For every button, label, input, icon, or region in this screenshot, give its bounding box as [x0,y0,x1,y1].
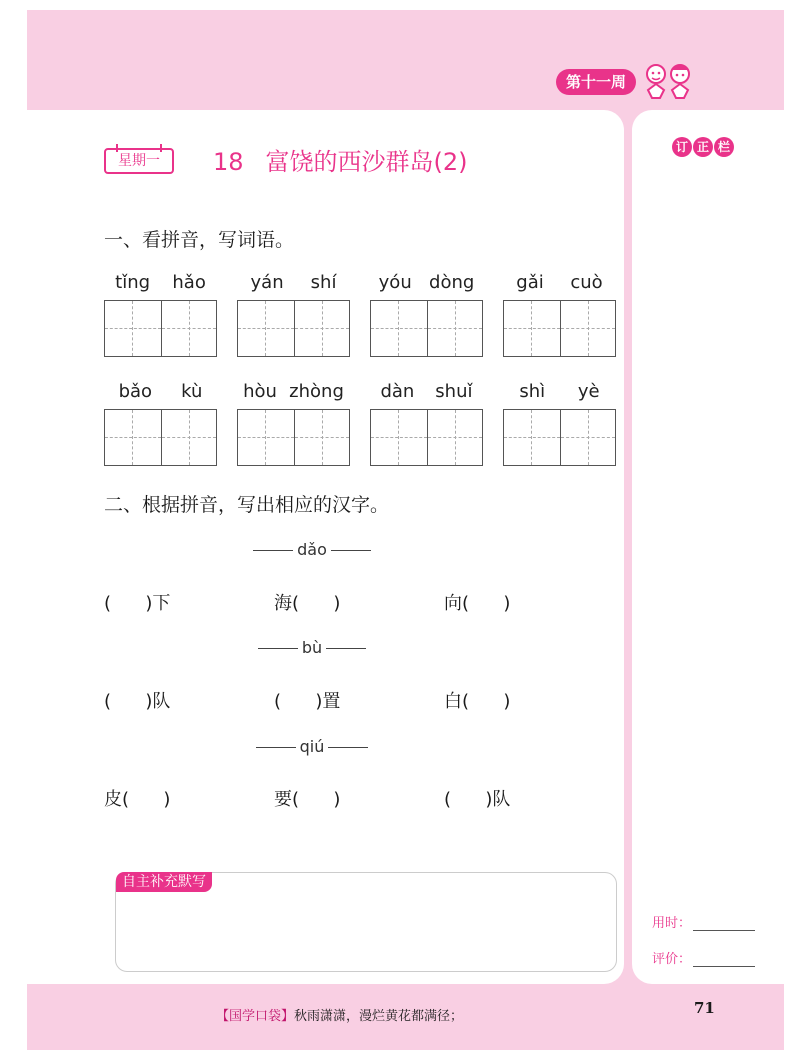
lesson-number: 18 [213,148,244,176]
tianzige-grid[interactable] [503,409,616,466]
lesson-title [213,142,468,177]
fill-blank-item[interactable]: 向( ) [444,593,511,614]
word-item [104,272,217,357]
section-1-title: 一、看拼音，写词语。 [104,229,295,251]
tianzige-grid[interactable] [237,300,350,357]
pinyin-text: yóu [378,272,412,293]
lesson-name: 富饶的西沙群岛(2) [265,148,468,176]
fill-blank-item[interactable]: ( )置 [274,691,341,712]
correction-char-1: 订 [672,137,692,157]
word-item [237,381,350,466]
footer-motto [216,1005,463,1024]
pinyin-text: hòu [243,381,277,402]
fill-blank-item[interactable]: 皮( ) [104,789,171,810]
footer-motto-text: 秋雨潇潇，漫烂黄花都满径； [294,1009,464,1024]
pinyin-text: shuǐ [435,381,473,402]
word-item [370,272,483,357]
word-item [370,381,483,466]
pinyin-text: gǎi [516,272,544,293]
fill-blank-item[interactable]: ( )队 [444,789,511,810]
tianzige-grid[interactable] [370,300,483,357]
tianzige-grid[interactable] [503,300,616,357]
supplement-label: 自主补充默写 [116,872,212,892]
tianzige-grid[interactable] [237,409,350,466]
weekday-calendar-tag: 星期一 [104,148,174,174]
evaluation-field[interactable] [652,948,755,967]
correction-char-2: 正 [693,137,713,157]
word-item [503,381,616,466]
week-badge: 第十一周 [556,69,636,95]
word-item [237,272,350,357]
pinyin-text: cuò [570,272,603,293]
pinyin-text: tǐng [115,272,151,293]
pinyin-text: kù [181,381,203,402]
fill-blank-item[interactable]: 要( ) [274,789,341,810]
fill-blank-item[interactable]: ( )下 [104,593,171,614]
pinyin-text: qiú [299,737,325,756]
time-used-label: 用时： [652,916,692,931]
fill-blank-item[interactable]: ( )队 [104,691,171,712]
pinyin-text: dòng [429,272,475,293]
pinyin-text: shí [310,272,337,293]
pinyin-text: yè [577,381,600,402]
pinyin-text: bǎo [118,381,153,402]
pinyin-text: zhòng [289,381,344,402]
footer-tag: 【国学口袋】 [216,1009,295,1024]
correction-heading [672,137,734,157]
tianzige-grid[interactable] [104,409,217,466]
pinyin-text: hǎo [172,272,206,293]
tianzige-grid[interactable] [104,300,217,357]
pinyin-text: yán [250,272,284,293]
evaluation-label: 评价： [652,952,692,967]
fill-blank-item[interactable]: 海( ) [274,593,341,614]
tianzige-grid[interactable] [370,409,483,466]
time-used-field[interactable] [652,912,755,931]
word-item [503,272,616,357]
pinyin-text: shì [519,381,546,402]
fill-blank-item[interactable]: 白( ) [444,691,511,712]
pinyin-text: dàn [380,381,415,402]
correction-column [632,110,784,984]
pinyin-text: bù [301,638,323,657]
correction-char-3: 栏 [714,137,734,157]
pinyin-heading [0,737,624,756]
section-2-title: 二、根据拼音，写出相应的汉字。 [104,494,390,516]
pinyin-heading [0,540,624,559]
pinyin-text: dǎo [297,540,327,559]
pinyin-heading [0,638,624,657]
page-number: 71 [694,999,715,1017]
word-item [104,381,217,466]
cartoon-kids-icon [640,60,698,100]
